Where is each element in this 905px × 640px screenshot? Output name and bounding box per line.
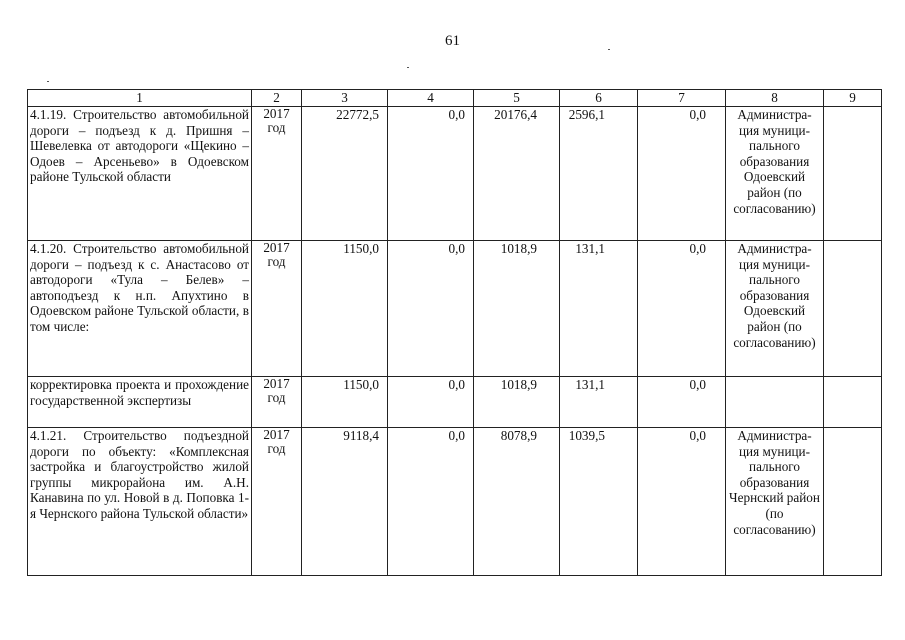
amount-value: 0,0 <box>448 241 465 256</box>
header-cell-5: 5 <box>474 90 560 107</box>
year-cell: 2017 год <box>252 377 302 428</box>
executor-cell: Администра-ция муници-пального образования Одоевский район (по согласованию) <box>726 107 824 241</box>
table-row <box>28 428 882 576</box>
amount-col6-cell <box>560 241 638 377</box>
header-row <box>28 90 882 107</box>
scan-speck <box>47 81 49 82</box>
amount-col6-cell <box>560 377 638 428</box>
empty-cell <box>824 428 882 576</box>
budget-table <box>27 89 882 576</box>
header-cell-6: 6 <box>560 90 638 107</box>
empty-cell <box>824 241 882 377</box>
measure-name-cell: 4.1.19. Строительство автомобильной дороги – подъезд к д. Пришня – Шевелевка от автодороги «Щекино – Одоев – Арсеньево» в Одоевском районе Тульской области <box>28 107 252 241</box>
amount-value: 0,0 <box>448 107 465 122</box>
header-cell-3: 3 <box>302 90 388 107</box>
amount-value: 0,0 <box>448 428 465 443</box>
amount-col7-cell <box>638 241 726 377</box>
amount-value: 131,1 <box>575 241 605 256</box>
amount-col5-cell <box>474 428 560 576</box>
amount-value: 0,0 <box>689 241 706 256</box>
amount-col7-cell <box>638 428 726 576</box>
amount-col5-cell <box>474 241 560 377</box>
amount-col4-cell <box>388 107 474 241</box>
amount-col5-cell <box>474 107 560 241</box>
amount-total-cell <box>302 428 388 576</box>
amount-value: 1039,5 <box>568 428 605 443</box>
year-cell: 2017 год <box>252 241 302 377</box>
amount-col4-cell <box>388 428 474 576</box>
empty-cell <box>824 107 882 241</box>
amount-col6-cell <box>560 428 638 576</box>
executor-cell: Администра-ция муници-пального образования Чернский район (по согласованию) <box>726 428 824 576</box>
amount-col4-cell <box>388 241 474 377</box>
amount-col7-cell <box>638 107 726 241</box>
amount-value: 1150,0 <box>343 241 379 256</box>
amount-total-cell <box>302 377 388 428</box>
header-cell-8: 8 <box>726 90 824 107</box>
amount-value: 1150,0 <box>343 377 379 392</box>
header-cell-2: 2 <box>252 90 302 107</box>
empty-cell <box>824 377 882 428</box>
amount-col4-cell <box>388 377 474 428</box>
header-cell-9: 9 <box>824 90 882 107</box>
table-row <box>28 241 882 377</box>
amount-col7-cell <box>638 377 726 428</box>
amount-value: 131,1 <box>575 377 605 392</box>
amount-value: 2596,1 <box>568 107 605 122</box>
header-cell-4: 4 <box>388 90 474 107</box>
year-cell: 2017 год <box>252 428 302 576</box>
executor-cell <box>726 377 824 428</box>
scan-speck <box>608 49 610 50</box>
page-number: 61 <box>445 33 460 49</box>
amount-value: 9118,4 <box>343 428 379 443</box>
amount-value: 0,0 <box>689 428 706 443</box>
amount-value: 0,0 <box>448 377 465 392</box>
amount-value: 0,0 <box>689 377 706 392</box>
header-cell-7: 7 <box>638 90 726 107</box>
amount-total-cell <box>302 241 388 377</box>
amount-col5-cell <box>474 377 560 428</box>
table-row <box>28 107 882 241</box>
scan-speck <box>407 67 409 68</box>
amount-col6-cell <box>560 107 638 241</box>
amount-value: 1018,9 <box>500 241 537 256</box>
amount-value: 0,0 <box>689 107 706 122</box>
header-cell-1: 1 <box>28 90 252 107</box>
measure-name-cell: корректировка проекта и прохождение государственной экспертизы <box>28 377 252 428</box>
amount-value: 8078,9 <box>500 428 537 443</box>
amount-value: 1018,9 <box>500 377 537 392</box>
amount-value: 22772,5 <box>336 107 379 122</box>
year-cell: 2017 год <box>252 107 302 241</box>
executor-cell: Администра-ция муници-пального образования Одоевский район (по согласованию) <box>726 241 824 377</box>
amount-value: 20176,4 <box>494 107 537 122</box>
table-row <box>28 377 882 428</box>
measure-name-cell: 4.1.20. Строительство автомобильной дороги – подъезд к с. Анастасово от автодороги «Тула – Белев» – автоподъезд к н.п. Апухтино в Одоевском районе Тульской области, в том числе: <box>28 241 252 377</box>
amount-total-cell <box>302 107 388 241</box>
measure-name-cell: 4.1.21. Строительство подъездной дороги по объекту: «Комплексная застройка и благоустройство жилой группы микрорайона им. А.Н. Канавина по ул. Новой в д. Поповка 1-я Чернского района Тульской области» <box>28 428 252 576</box>
